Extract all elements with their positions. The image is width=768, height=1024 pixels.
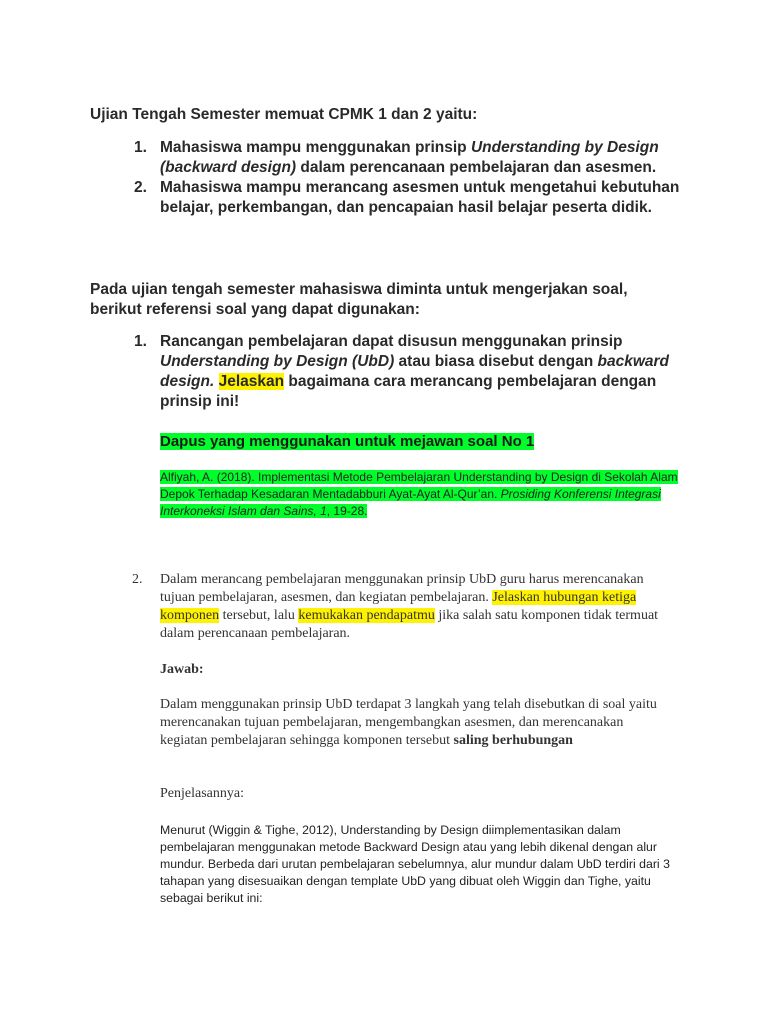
- bibliography-heading: [160, 432, 534, 452]
- cpmk-item-1: [134, 138, 694, 178]
- answer-paragraph: [160, 696, 670, 750]
- cpmk-text: Mahasiswa mampu merancang asesmen untuk mengetahui kebutuhan belajar, perkembangan, dan pencapaian hasil belajar peserta didik.: [160, 179, 680, 216]
- question-2-text: [160, 571, 672, 643]
- list-number: 1.: [134, 333, 147, 350]
- q1-text-2: atau biasa disebut dengan: [394, 353, 598, 370]
- list-number: 1.: [134, 139, 147, 156]
- cpmk-list: [134, 138, 694, 218]
- highlight-jelaskan-hubungan: Jelaskan hubungan ketiga komponen: [160, 590, 637, 623]
- cpmk-text: Mahasiswa mampu menggunakan prinsip: [160, 139, 471, 156]
- highlight-jelaskan: Jelaskan: [218, 373, 285, 390]
- answer-text: Dalam menggunakan prinsip UbD terdapat 3 langkah yang telah disebutkan di soal yaitu merencanakan tujuan pembelajaran, mengembangkan asesmen, dan merencanakan kegiatan pembelajaran sehingga komponen tersebut: [160, 697, 657, 748]
- q2-text-3: jika salah satu komponen tidak termuat dalam perencanaan pembelajaran.: [160, 608, 659, 641]
- reference-text: Alfiyah, A. (2018). Implementasi Metode Pembelajaran Understanding by Design di Sekolah Alam Depok Terhadap Kesadaran Mentadabburi Ayat-Ayat Al-Qur’an.: [160, 470, 678, 501]
- q1-italic-term-2: backward design.: [160, 353, 670, 390]
- list-number: 2.: [132, 572, 143, 587]
- instructions-paragraph: Pada ujian tengah semester mahasiswa diminta untuk mengerjakan soal, berikut referensi soal yang dapat digunakan:: [90, 281, 628, 318]
- q2-text: Dalam merancang pembelajaran menggunakan prinsip UbD guru harus merencanakan tujuan pembelajaran, asesmen, dan kegiatan pembelajaran.: [160, 572, 644, 605]
- question-1: [134, 332, 694, 412]
- bibliography-reference: [160, 469, 680, 520]
- bibliography-heading-text: Dapus yang menggunakan untuk mejawan soal No 1: [160, 433, 535, 450]
- q1-text: Rancangan pembelajaran dapat disusun menggunakan prinsip: [160, 333, 623, 350]
- q1-italic-term: Understanding by Design (UbD): [160, 353, 395, 370]
- cpmk-text-end: dalam perencanaan pembelajaran dan asesmen.: [296, 159, 657, 176]
- answer-label: Jawab:: [160, 662, 204, 677]
- intro-heading: Ujian Tengah Semester memuat CPMK 1 dan 2 yaitu:: [90, 106, 478, 123]
- explanation-paragraph: Menurut (Wiggin & Tighe, 2012), Understanding by Design diimplementasikan dalam pembelajaran menggunakan metode Backward Design atau yang lebih dikenal dengan alur mundur. Berbeda dari urutan pembelajaran sebelumnya, alur mundur dalam UbD terdiri dari 3 tahapan yang disesuaikan dengan template UbD yang dibuat oleh Wiggin dan Tighe, yaitu sebagai berikut ini:: [160, 823, 670, 905]
- q2-text-2: tersebut, lalu: [219, 608, 299, 623]
- answer-bold: saling berhubungan: [453, 733, 573, 748]
- list-number: 2.: [134, 179, 147, 196]
- cpmk-item-2: [134, 178, 694, 218]
- reference-pages: , 19-28.: [326, 504, 368, 518]
- explanation-label: Penjelasannya:: [160, 786, 244, 801]
- question-2: [132, 571, 672, 643]
- cpmk-italic-term: Understanding by Design (backward design): [160, 139, 659, 176]
- reference-journal: Prosiding Konferensi Integrasi Interkoneksi Islam dan Sains, 1: [160, 487, 661, 518]
- highlight-kemukakan: kemukakan pendapatmu: [298, 608, 435, 623]
- q1-text-3: bagaimana cara merancang pembelajaran dengan prinsip ini!: [160, 373, 657, 410]
- question-1-item: [134, 332, 694, 412]
